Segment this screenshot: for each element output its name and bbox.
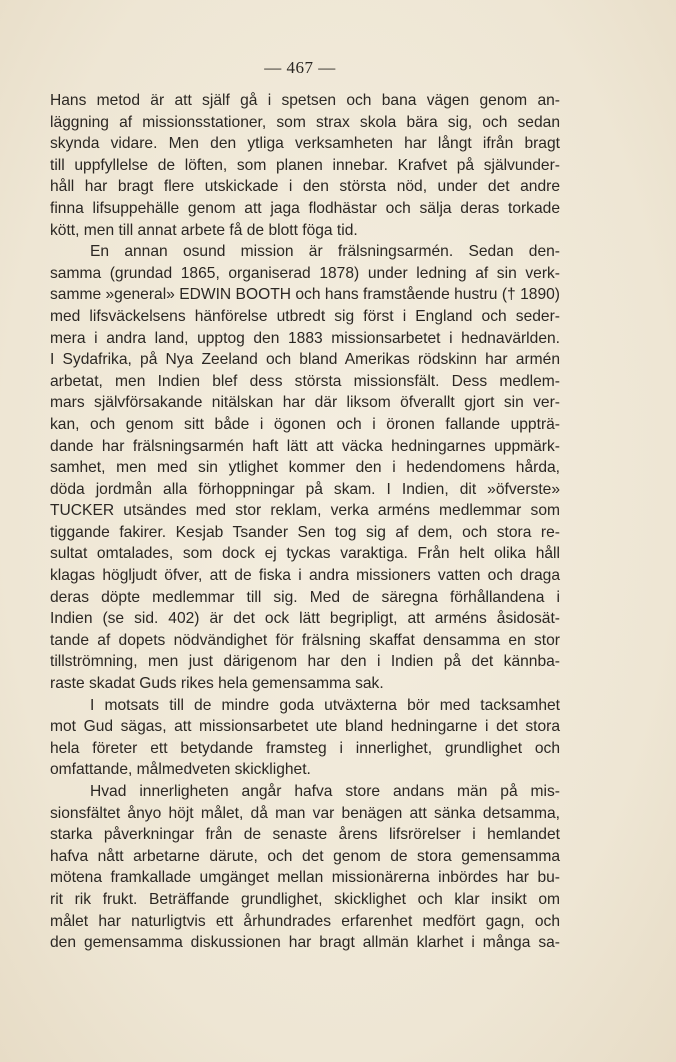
text-line: tande af dopets nödvändighet för frälsning skaffat densamma en stor	[50, 631, 560, 649]
text-line: samma (grundad 1865, organiserad 1878) under ledning af sin verk-	[50, 264, 560, 282]
text-line: målet har naturligtvis ett århundrades erfarenhet medfört gagn, och	[50, 912, 560, 930]
text-line: mars självförsakande nitälskan har där liksom öfverallt gjort sin ver-	[50, 394, 560, 412]
text-line: håll har bragt flere utskickade i den största nöd, under det andre	[50, 178, 560, 196]
text-line: hafva nått arbetarne därute, och det genom de stora gemensamma	[50, 847, 560, 865]
text-line: starka påverkningar från de senaste årens lifsrörelser i hemlandet	[50, 826, 560, 844]
text-line: finna lifsuppehälle genom att jaga flodhästar och sälja deras torkade	[50, 199, 560, 217]
text-line: dande har frälsningsarmén haft lätt att väcka hedningarnes uppmärk-	[50, 437, 560, 455]
text-line: kan, och genom sitt både i ögonen och i öronen fallande uppträ-	[50, 415, 560, 433]
text-line: mot Gud sägas, att missionsarbetet ute bland hedningarne i det stora	[50, 718, 560, 736]
text-line: rit rik frukt. Beträffande grundlighet, skicklighet och klar insikt om	[50, 890, 560, 908]
text-line: En annan osund mission är frälsningsarmén. Sedan den-	[90, 243, 560, 261]
text-line: mera i andra land, upptog den 1883 missionsarbetet i hednavärlden.	[50, 329, 560, 347]
text-line: tillströmning, men just därigenom har den i Indien på det kännba-	[50, 653, 560, 671]
text-line: hela företer ett betydande framsteg i innerlighet, grundlighet och	[50, 739, 560, 757]
text-line: Hans metod är att själf gå i spetsen och bana vägen genom an-	[50, 92, 560, 109]
page-number: — 467 —	[264, 58, 336, 77]
text-line: TUCKER utsändes med stor reklam, verka arméns medlemmar som	[50, 502, 560, 520]
text-line: deras döpte medlemmar till sig. Med de säregna förhållandena i	[50, 588, 560, 606]
text-line: sultat omtalades, som dock ej tyckas varaktiga. Från helt olika håll	[50, 545, 560, 563]
text-line: raste skadat Guds rikes hela gemensamma sak.	[50, 675, 384, 693]
text-line: skynda vidare. Men den ytliga verksamheten har långt ifrån bragt	[50, 135, 560, 153]
text-line: till uppfyllelse de löften, som planen innebar. Krafvet på självunder-	[50, 156, 560, 174]
text-line: tiggande fakirer. Kesjab Tsander Sen tog sig af dem, och stora re-	[50, 523, 560, 541]
text-line: samhet, men med sin ytlighet kommer den i hedendomens hårda,	[50, 459, 560, 477]
text-line: arbetat, men Indien blef dess största missionsfält. Dess medlem-	[50, 372, 560, 390]
text-line: mötena framkallade umgänget mellan missionärerna inbördes har bu-	[50, 869, 560, 887]
text-line: klagas högljudt öfver, att de fiska i andra missioners vatten och draga	[50, 567, 560, 585]
text-line: Hvad innerligheten angår hafva store andans män på mis-	[90, 783, 560, 800]
text-line: den gemensamma diskussionen har bragt allmän klarhet i många sa-	[50, 934, 560, 952]
text-line: omfattande, målmedveten skicklighet.	[50, 761, 311, 779]
text-line: med lifsväckelsens hänförelse utbredt sig först i England och seder-	[50, 307, 560, 325]
text-line: Indien (se sid. 402) är det ock lätt begripligt, att arméns åsidosät-	[50, 610, 560, 628]
text-line: I Sydafrika, på Nya Zeeland och bland Amerikas rödskinn har armén	[50, 351, 560, 369]
text-line: döda jordmån alla förhoppningar på skam. I Indien, dit »öfverste»	[50, 480, 560, 498]
text-line: samme »general» EDWIN BOOTH och hans framstående hustru († 1890)	[50, 286, 560, 304]
body-text	[50, 90, 560, 954]
text-line: kött, men till annat arbete få de blott föga tid.	[50, 221, 358, 239]
text-line: läggning af missionsstationer, som strax skola bära sig, och sedan	[50, 113, 560, 131]
text-line: sionsfältet ånyo höjt målet, då man var benägen att sänka detsamma,	[50, 804, 560, 822]
text-line: I motsats till de mindre goda utväxterna bör med tacksamhet	[90, 696, 560, 714]
